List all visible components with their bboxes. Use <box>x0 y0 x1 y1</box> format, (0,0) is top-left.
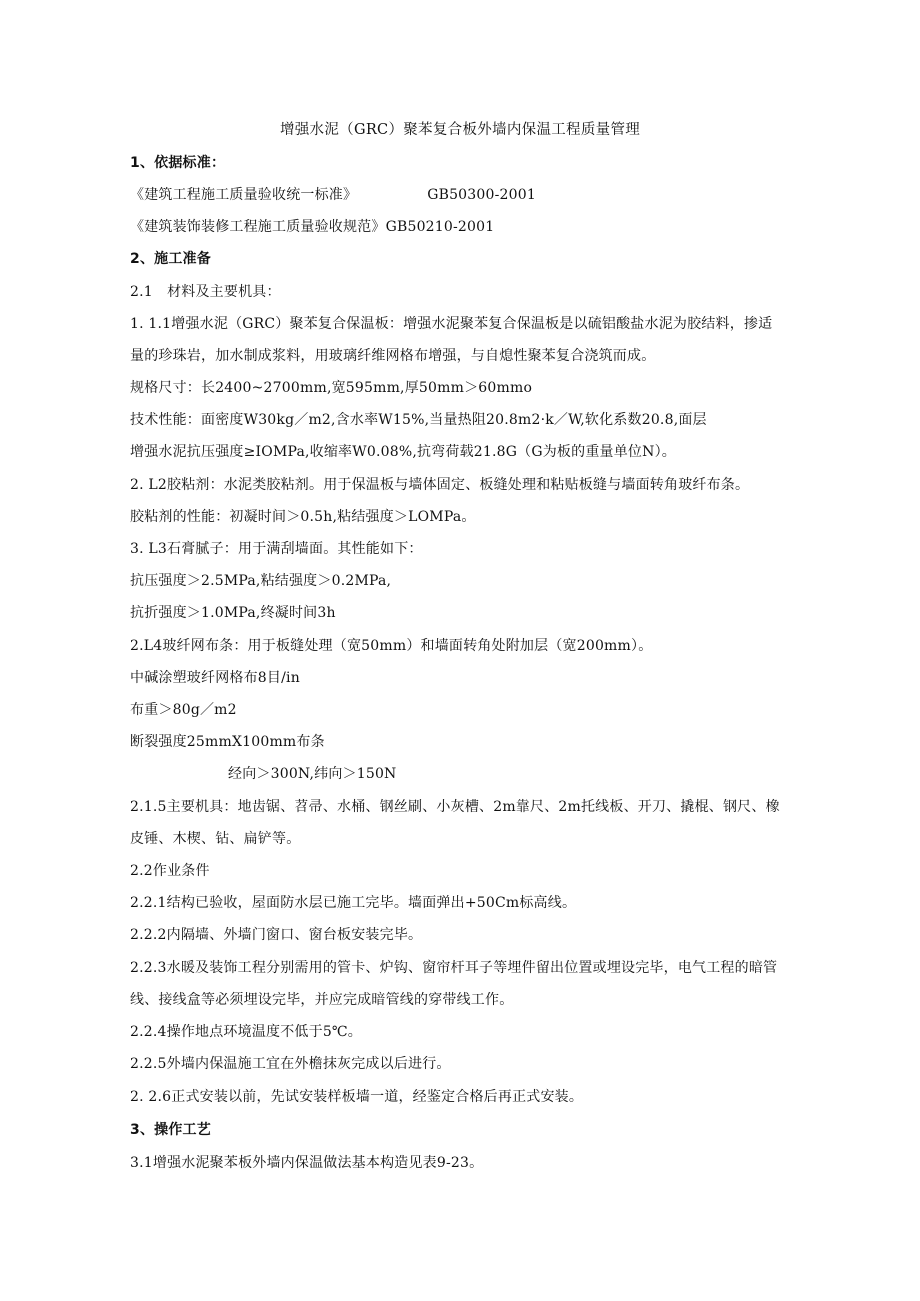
mesh-line1: 中碱涂塑玻纤网格布8目/in <box>130 670 300 686</box>
paragraph-mesh: 2.L4玻纤网布条：用于板缝处理（宽50mm）和墙面转角处附加层（宽200mm）。 <box>130 638 653 654</box>
condition-2-2-6: 2. 2.6正式安装以前，先试安装样板墙一道，经鉴定合格后再正式安装。 <box>130 1089 584 1105</box>
mesh-line4: 经向＞300N,纬向＞150N <box>228 766 397 782</box>
standard-1-code: GB50300-2001 <box>427 187 536 203</box>
paragraph-tools-line1: 2.1.5主要机具：地齿锯、苕帚、水桶、钢丝刷、小灰槽、2m靠尺、2m托线板、开刀、撬棍、钢尺、橡 <box>130 799 780 815</box>
paragraph-tools-line2: 皮锤、木楔、钻、扁铲等。 <box>130 831 301 847</box>
paragraph-adhesive: 2. L2胶粘剂：水泥类胶粘剂。用于保温板与墙体固定、板缝处理和粘贴板缝与墙面转角玻纤布条。 <box>130 477 750 493</box>
mesh-line3: 断裂强度25mmX100mm布条 <box>130 734 325 750</box>
putty-line2: 抗折强度＞1.0MPa,终凝时间3h <box>130 605 336 621</box>
putty-line1: 抗压强度＞2.5MPa,粘结强度＞0.2MPa, <box>130 573 392 589</box>
condition-2-2-3-line2: 线、接线盒等必须埋设完毕，并应完成暗管线的穿带线工作。 <box>130 992 514 1008</box>
standard-2: 《建筑装饰装修工程施工质量验收规范》GB50210-2001 <box>130 219 495 235</box>
condition-2-2-4: 2.2.4操作地点环境温度不低于5℃。 <box>130 1024 362 1040</box>
adhesive-performance: 胶粘剂的性能：初凝时间＞0.5h,粘结强度＞LOMPa。 <box>130 509 476 525</box>
standard-1 <box>130 184 830 204</box>
paragraph-2-2: 2.2作业条件 <box>130 863 210 879</box>
condition-2-2-2: 2.2.2内隔墙、外墙门窗口、窗台板安装完毕。 <box>130 927 423 943</box>
section-2-heading: 2、施工准备 <box>130 251 211 267</box>
section-3-heading: 3、操作工艺 <box>130 1122 211 1138</box>
paragraph-board-line1: 1. 1.1增强水泥（GRC）聚苯复合保温板：增强水泥聚苯复合保温板是以硫铝酸盐水泥为胶结料，掺适 <box>130 316 773 332</box>
condition-2-2-3-line1: 2.2.3水暖及装饰工程分别需用的管卡、炉钩、窗帘杆耳子等埋件留出位置或埋设完毕，电气工程的暗管 <box>130 960 778 976</box>
paragraph-3-1: 3.1增强水泥聚苯板外墙内保温做法基本构造见表9-23。 <box>130 1155 484 1171</box>
condition-2-2-5: 2.2.5外墙内保温施工宜在外檐抹灰完成以后进行。 <box>130 1056 451 1072</box>
paragraph-2-1: 2.1 材料及主要机具： <box>130 284 281 300</box>
standard-1-name: 《建筑工程施工质量验收统一标准》 <box>130 187 358 203</box>
paragraph-board-line2: 量的珍珠岩，加水制成浆料，用玻璃纤维网格布增强，与自熄性聚苯复合浇筑而成。 <box>130 348 656 364</box>
document-title: 增强水泥（GRC）聚苯复合板外墙内保温工程质量管理 <box>279 122 641 138</box>
tech-performance-line2: 增强水泥抗压强度≥IOMPa,收缩率W0.08%,抗弯荷载21.8G（G为板的重量单位N）。 <box>130 444 676 460</box>
condition-2-2-1: 2.2.1结构已验收，屋面防水层已施工完毕。墙面弹出+50Cm标高线。 <box>130 895 577 911</box>
mesh-line2: 布重＞80g／m2 <box>130 702 237 718</box>
section-1-heading: 1、依据标准： <box>130 155 226 171</box>
paragraph-putty: 3. L3石膏腻子：用于满刮墙面。其性能如下： <box>130 541 423 557</box>
spec-size: 规格尺寸：长2400~2700mm,宽595mm,厚50mm＞60mmo <box>130 380 533 396</box>
tech-performance-line1: 技术性能：面密度W30kg／m2,含水率W15%,当量热阻20.8m2·k／W,软化系数20.8,面层 <box>130 412 707 428</box>
